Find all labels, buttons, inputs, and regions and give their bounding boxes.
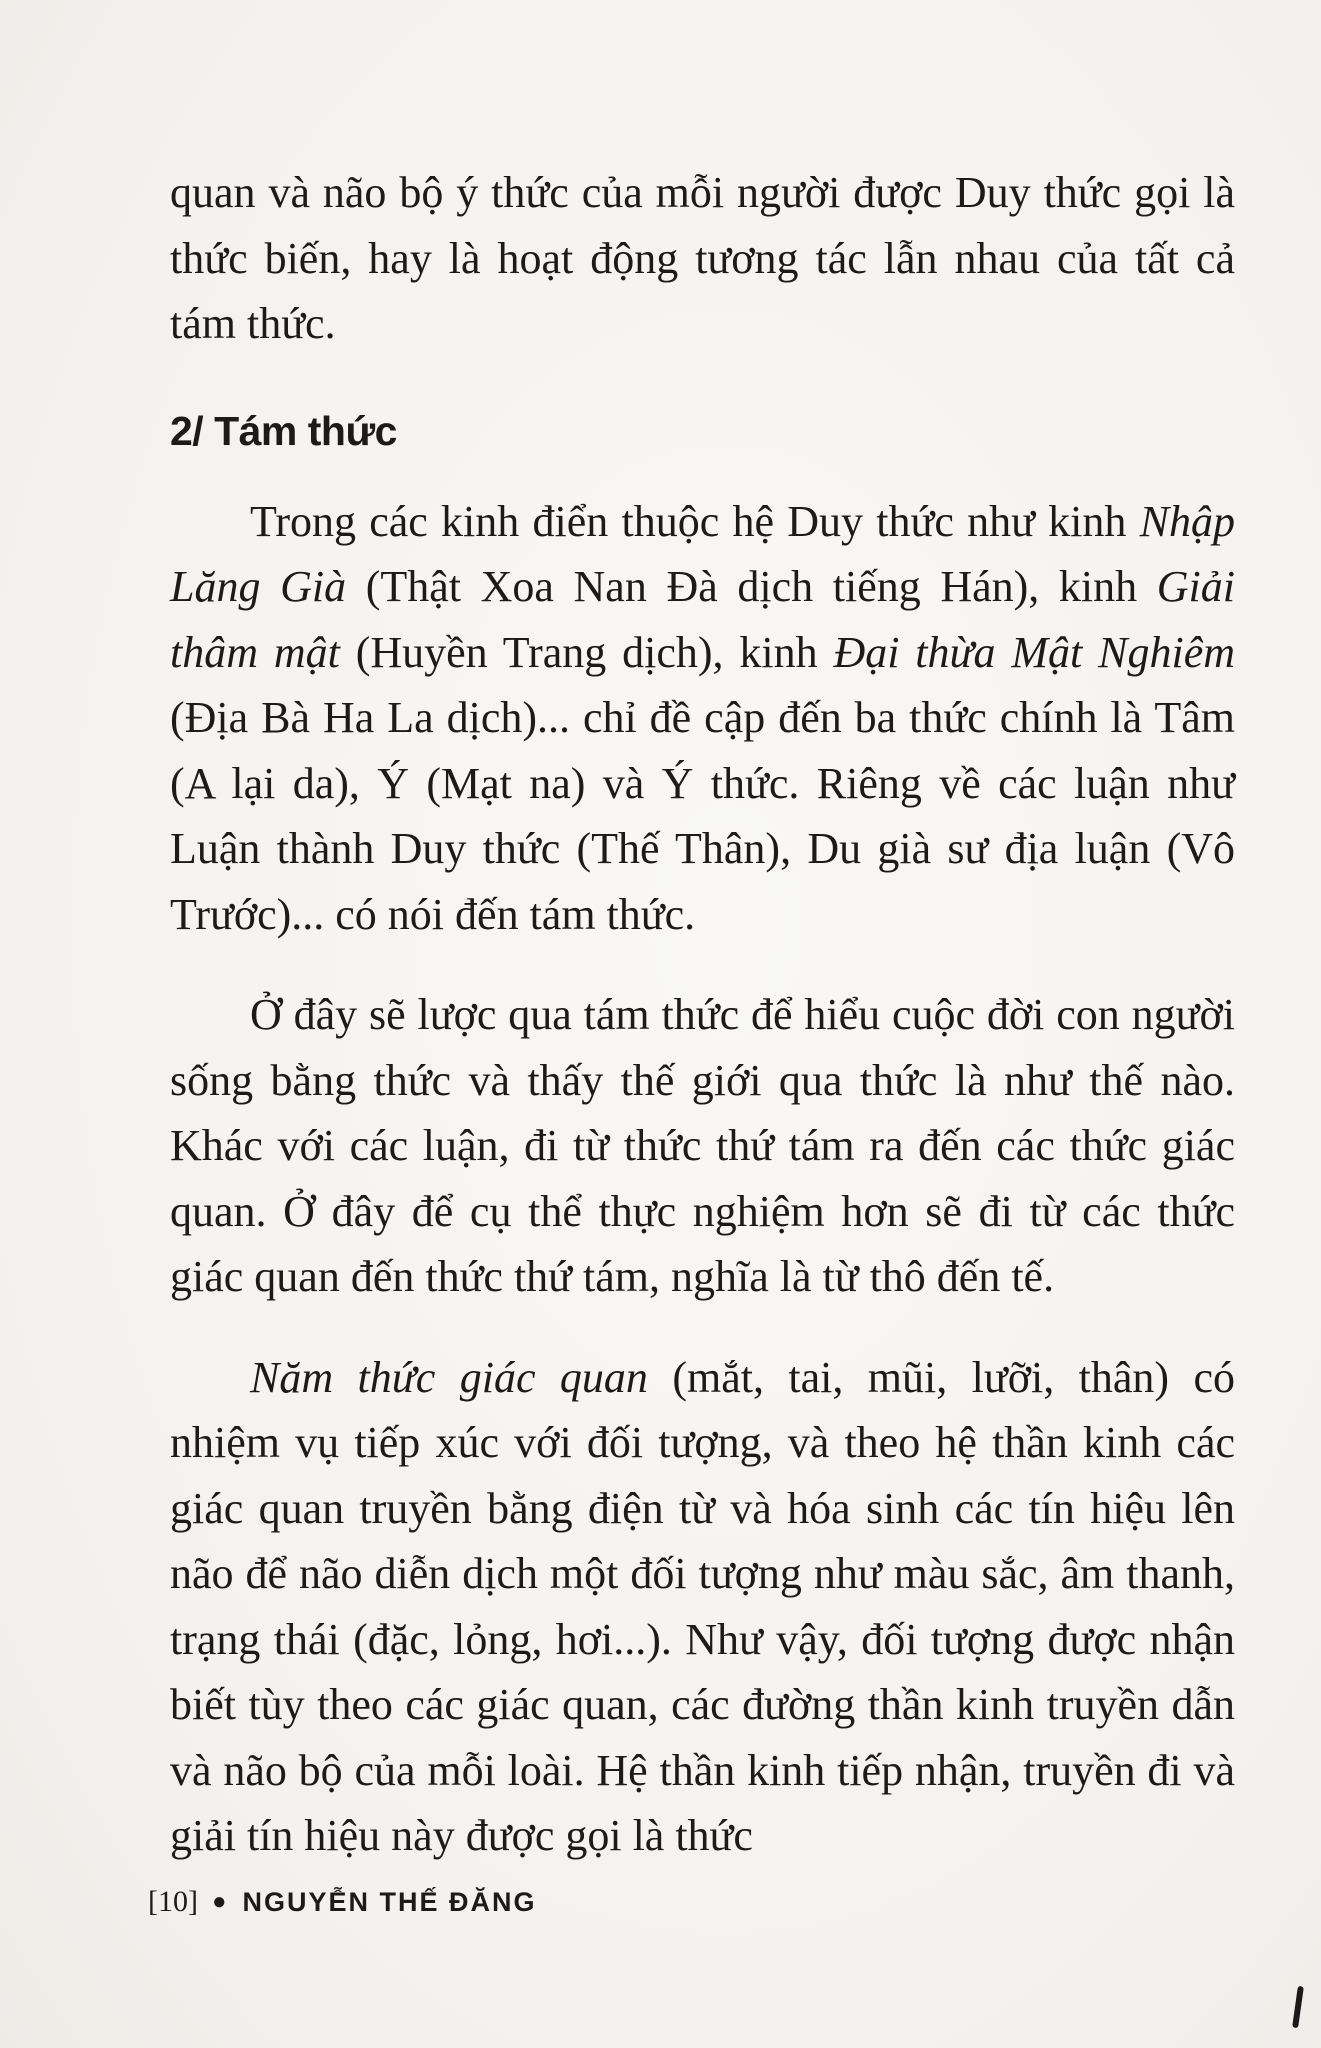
paragraph-five-senses [170,1345,1235,1869]
page-number-value: 10 [158,1885,188,1918]
sutra-title-samdhinirmocana: Giải thâm mật [170,562,1235,677]
paragraph-sutras-text-4: (Địa Bà Ha La dịch)... chỉ đề cập đến ba thức chính là Tâm (A lại da), Ý (Mạt na) và Ý thức. Riêng về các luận như Luận thành Duy thức (Thế Thân), Du già sư địa luận (Vô Trước)... có nói đến tám thức. [170,693,1235,939]
paragraph-sutras-text-3: (Huyền Trang dịch), kinh [339,627,834,677]
sutra-title-ghanavyuha: Đại thừa Mật Nghiêm [833,627,1235,677]
term-five-sense-consciousnesses: Năm thức giác quan [250,1352,648,1402]
sutra-title-lankavatara: Nhập Lăng Già [170,496,1235,611]
author-name: NGUYỄN THẾ ĐĂNG [242,1886,537,1917]
page-footer [148,1885,537,1919]
scan-artifact [1292,1986,1304,2028]
page-number: [10] [148,1885,198,1918]
bullet-separator: ● [212,1888,229,1915]
paragraph-sutras-text-2: (Thật Xoa Nan Đà dịch tiếng Hán), kinh [346,562,1157,611]
body-text [170,160,1235,1869]
paragraph-five-senses-text: (mắt, tai, mũi, lưỡi, thân) có nhiệm vụ tiếp xúc với đối tượng, và theo hệ thần kinh các giác quan truyền bằng điện từ và hóa sinh các tín hiệu lên não để não diễn dịch một đối tượng như màu sắc, âm thanh, trạng thái (đặc, lỏng, hơi...). Như vậy, đối tượng được nhận biết tùy theo các giác quan, các đường thần kinh truyền dẫn và não bộ của mỗi loài. Hệ thần kinh tiếp nhận, truyền đi và giải tín hiệu này được gọi là thức [170,1352,1235,1860]
section-heading: 2/ Tám thức [170,407,397,454]
paragraph-continuation: quan và não bộ ý thức của mỗi người được Duy thức gọi là thức biến, hay là hoạt động tương tác lẫn nhau của tất cả tám thức. [170,168,1235,348]
paragraph-sutras-text-1: Trong các kinh điển thuộc hệ Duy thức như kinh [250,496,1140,546]
paragraph-sutras [170,489,1235,948]
paragraph-overview: Ở đây sẽ lược qua tám thức để hiểu cuộc đời con người sống bằng thức và thấy thế giới qua thức là như thế nào. Khác với các luận, đi từ thức thứ tám ra đến các thức giác quan. Ở đây để cụ thể thực nghiệm hơn sẽ đi từ các thức giác quan đến thức thứ tám, nghĩa là từ thô đến tế. [170,990,1235,1301]
